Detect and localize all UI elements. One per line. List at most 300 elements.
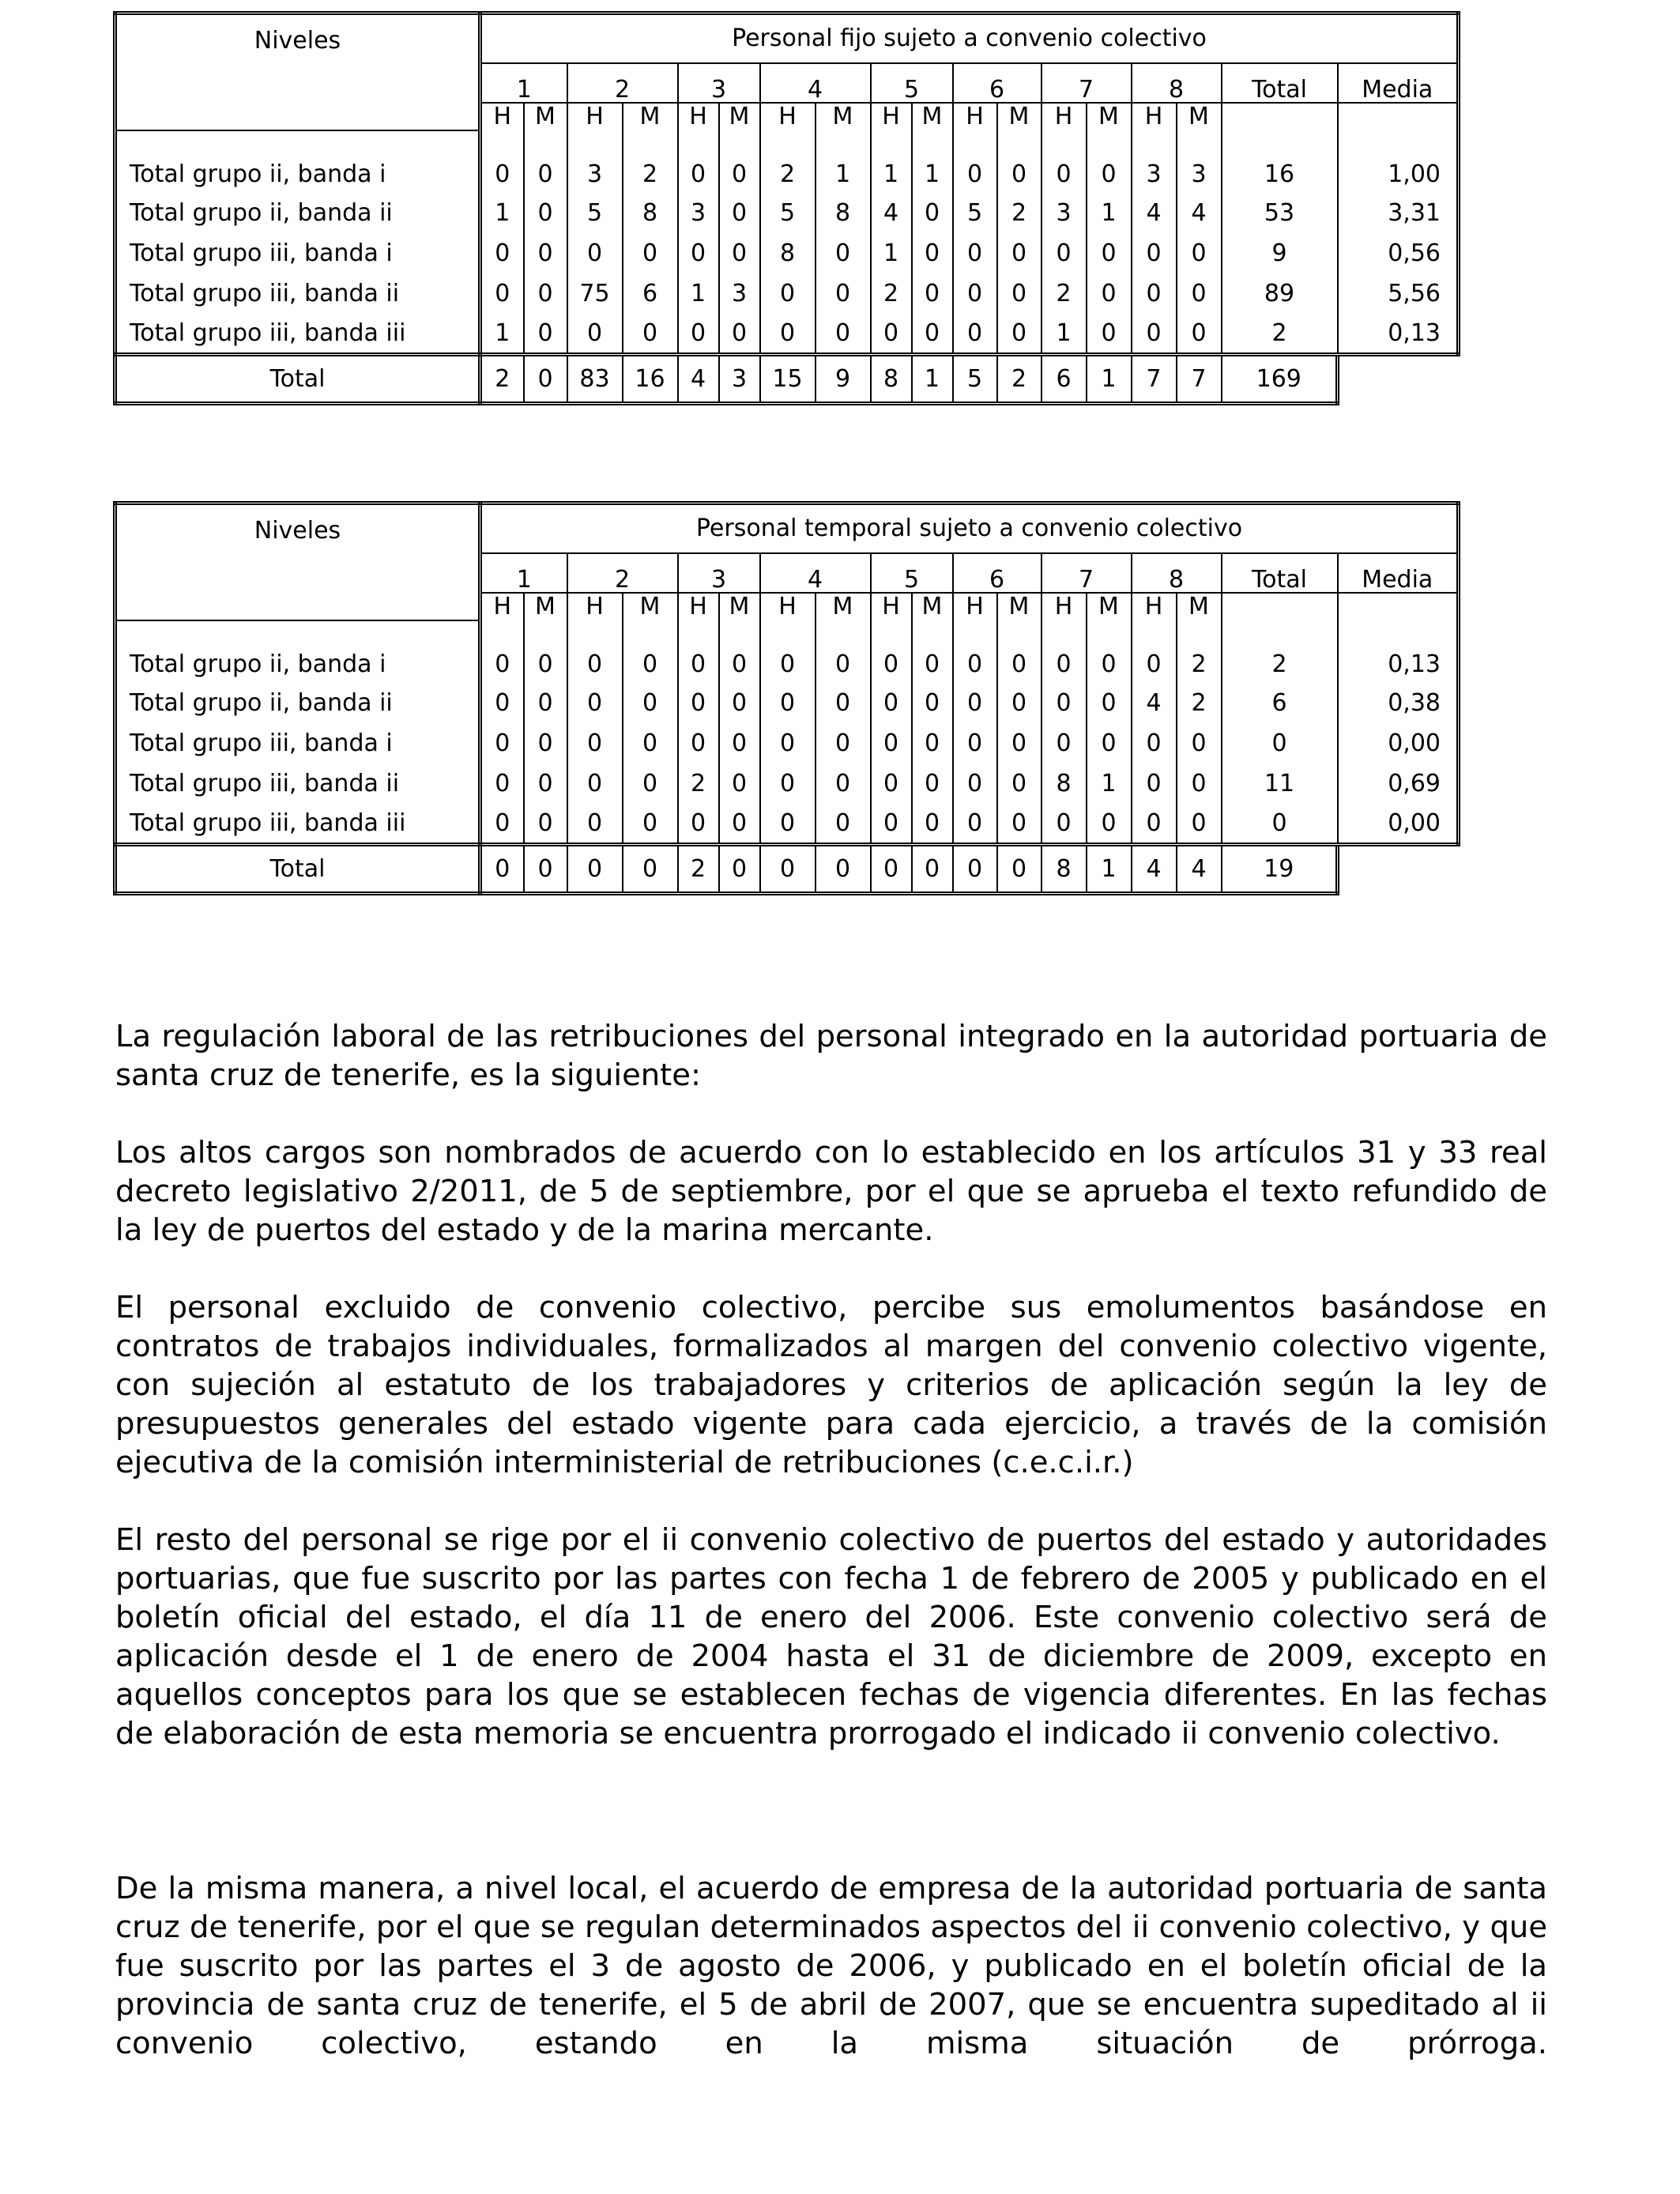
value-cell: 0	[623, 234, 678, 274]
row-label: Total grupo ii, banda ii	[115, 194, 480, 234]
value-cell: 0	[678, 684, 719, 724]
total-header: Total	[1222, 553, 1338, 593]
table-header-row	[115, 503, 1459, 553]
value-cell: 0	[567, 724, 623, 764]
row-label: Total grupo iii, banda i	[115, 234, 480, 274]
value-cell: 0	[524, 646, 567, 684]
empty-cell	[912, 620, 953, 646]
empty-cell	[524, 130, 567, 156]
level-header: 2	[567, 63, 678, 103]
value-cell: 3	[1042, 194, 1087, 234]
value-cell: 0	[912, 646, 953, 684]
value-cell: 0	[623, 805, 678, 845]
value-cell: 2	[760, 156, 816, 194]
total-value-cell: 0	[623, 845, 678, 894]
total-row	[115, 845, 1459, 894]
value-cell: 0	[524, 315, 567, 355]
empty-cell	[1338, 620, 1459, 646]
value-cell: 8	[1042, 764, 1087, 805]
value-cell: 0	[480, 805, 524, 845]
value-cell: 0	[912, 684, 953, 724]
value-cell: 2	[1177, 646, 1222, 684]
empty-cell	[623, 130, 678, 156]
value-cell: 0	[997, 234, 1042, 274]
empty-cell	[1222, 103, 1338, 130]
value-cell: 0	[1132, 646, 1177, 684]
value-cell: 0	[719, 315, 760, 355]
value-cell: 0	[760, 274, 816, 315]
value-cell: 0	[524, 274, 567, 315]
total-value-cell: 8	[1042, 845, 1087, 894]
niveles-header: Niveles	[115, 503, 480, 620]
value-cell: 3	[678, 194, 719, 234]
empty-cell	[567, 620, 623, 646]
empty-cell	[1222, 620, 1338, 646]
total-header: Total	[1222, 63, 1338, 103]
hm-header: M	[912, 103, 953, 130]
value-cell: 0	[567, 646, 623, 684]
total-value-cell: 15	[760, 355, 816, 404]
table-header-row	[115, 13, 1459, 63]
value-cell: 0	[719, 646, 760, 684]
empty-cell	[871, 620, 912, 646]
row-total: 2	[1222, 646, 1338, 684]
paragraph-resto-personal: El resto del personal se rige por el ii convenio colectivo de puertos del estado y autoridades portuarias, que fue suscrito por las partes con fecha 1 de febrero de 2005 y publicado en el boletín oficial del estado, el día 11 de enero del 2006. Este convenio colectivo será de aplicación desde el 1 de enero de 2004 hasta el 31 de diciembre de 2009, excepto en aquellos conceptos para los que se establecen fechas de vigencia diferentes. En las fechas de elaboración de esta memoria se encuentra prorrogado el indicado ii convenio colectivo.	[115, 1522, 1547, 1751]
value-cell: 3	[1177, 156, 1222, 194]
value-cell: 0	[912, 315, 953, 355]
value-cell: 75	[567, 274, 623, 315]
total-value-cell: 4	[1177, 845, 1222, 894]
table-row	[115, 805, 1459, 845]
value-cell: 0	[816, 274, 871, 315]
value-cell: 0	[997, 315, 1042, 355]
level-header: 1	[480, 63, 567, 103]
value-cell: 0	[524, 764, 567, 805]
table-row	[115, 684, 1459, 724]
value-cell: 0	[480, 646, 524, 684]
row-media: 0,38	[1338, 684, 1459, 724]
grand-total: 19	[1222, 845, 1338, 894]
value-cell: 2	[678, 764, 719, 805]
value-cell: 0	[1132, 234, 1177, 274]
niveles-header: Niveles	[115, 13, 480, 130]
value-cell: 0	[953, 646, 997, 684]
value-cell: 1	[912, 156, 953, 194]
value-cell: 0	[912, 194, 953, 234]
value-cell: 0	[871, 646, 912, 684]
row-media: 0,56	[1338, 234, 1459, 274]
value-cell: 0	[871, 764, 912, 805]
value-cell: 3	[567, 156, 623, 194]
total-value-cell: 0	[912, 845, 953, 894]
value-cell: 5	[953, 194, 997, 234]
hm-header: M	[623, 593, 678, 620]
value-cell: 3	[1132, 156, 1177, 194]
level-header: 7	[1042, 553, 1132, 593]
value-cell: 0	[1177, 315, 1222, 355]
row-total: 9	[1222, 234, 1338, 274]
total-value-cell: 1	[1087, 845, 1132, 894]
table-title: Personal fijo sujeto a convenio colectivo	[480, 13, 1459, 63]
value-cell: 0	[524, 805, 567, 845]
value-cell: 0	[719, 234, 760, 274]
empty-cell	[719, 130, 760, 156]
value-cell: 0	[912, 234, 953, 274]
empty-cell	[1042, 130, 1087, 156]
value-cell: 0	[871, 315, 912, 355]
hm-header: M	[524, 593, 567, 620]
value-cell: 0	[997, 724, 1042, 764]
value-cell: 0	[816, 315, 871, 355]
total-value-cell: 0	[524, 355, 567, 404]
value-cell: 0	[816, 684, 871, 724]
empty-cell	[719, 620, 760, 646]
value-cell: 0	[567, 764, 623, 805]
hm-header: H	[567, 593, 623, 620]
table-row	[115, 234, 1459, 274]
value-cell: 0	[1042, 156, 1087, 194]
empty-cell	[997, 130, 1042, 156]
value-cell: 0	[997, 764, 1042, 805]
row-media: 0,00	[1338, 724, 1459, 764]
value-cell: 6	[623, 274, 678, 315]
value-cell: 0	[997, 646, 1042, 684]
spacer-row	[115, 620, 1459, 646]
hm-header: M	[623, 103, 678, 130]
value-cell: 3	[719, 274, 760, 315]
total-value-cell: 4	[1132, 845, 1177, 894]
value-cell: 1	[480, 194, 524, 234]
total-value-cell: 3	[719, 355, 760, 404]
value-cell: 0	[480, 274, 524, 315]
paragraph-intro: La regulación laboral de las retribuciones del personal integrado en la autoridad portuaria de santa cruz de tenerife, es la siguiente:	[115, 1019, 1547, 1093]
level-header: 2	[567, 553, 678, 593]
value-cell: 2	[1042, 274, 1087, 315]
table-personal-fijo	[113, 11, 1460, 405]
table-row	[115, 724, 1459, 764]
paragraph-altos-cargos: Los altos cargos son nombrados de acuerdo con lo establecido en los artículos 31 y 33 real decreto legislativo 2/2011, de 5 de septiembre, por el que se aprueba el texto refundido de la ley de puertos del estado y de la marina mercante.	[115, 1135, 1547, 1248]
row-label: Total grupo ii, banda i	[115, 646, 480, 684]
value-cell: 0	[953, 234, 997, 274]
table-row	[115, 315, 1459, 355]
value-cell: 0	[480, 724, 524, 764]
value-cell: 0	[480, 234, 524, 274]
hm-header: H	[1132, 103, 1177, 130]
spacer-row	[115, 130, 1459, 156]
value-cell: 0	[1177, 764, 1222, 805]
level-header: 1	[480, 553, 567, 593]
value-cell: 0	[524, 684, 567, 724]
empty-cell	[816, 130, 871, 156]
value-cell: 0	[997, 274, 1042, 315]
value-cell: 0	[953, 764, 997, 805]
table-personal-temporal	[113, 501, 1460, 895]
value-cell: 0	[480, 684, 524, 724]
level-header: 8	[1132, 63, 1222, 103]
value-cell: 4	[1132, 194, 1177, 234]
level-header: 4	[760, 63, 871, 103]
value-cell: 8	[816, 194, 871, 234]
empty-cell	[1338, 130, 1459, 156]
total-value-cell: 0	[760, 845, 816, 894]
value-cell: 1	[480, 315, 524, 355]
value-cell: 0	[719, 764, 760, 805]
value-cell: 1	[1042, 315, 1087, 355]
value-cell: 0	[719, 805, 760, 845]
row-label: Total grupo ii, banda ii	[115, 684, 480, 724]
value-cell: 0	[524, 194, 567, 234]
value-cell: 0	[678, 315, 719, 355]
total-value-cell: 0	[816, 845, 871, 894]
value-cell: 0	[816, 724, 871, 764]
row-media: 0,00	[1338, 805, 1459, 845]
value-cell: 0	[567, 805, 623, 845]
value-cell: 0	[1177, 234, 1222, 274]
paragraph-personal-excluido: El personal excluido de convenio colectivo, percibe sus emolumentos basándose en contratos de trabajos individuales, formalizados al margen del convenio colectivo vigente, con sujeción al estatuto de los trabajadores y criterios de aplicación según la ley de presupuestos generales del estado vigente para cada ejercicio, a través de la comisión ejecutiva de la comisión interministerial de retribuciones (c.e.c.i.r.)	[115, 1290, 1547, 1480]
grand-total: 169	[1222, 355, 1338, 404]
media-header: Media	[1338, 553, 1459, 593]
empty-cell	[115, 130, 480, 156]
value-cell: 0	[953, 315, 997, 355]
level-header: 4	[760, 553, 871, 593]
hm-header: H	[760, 593, 816, 620]
hm-header: H	[1042, 103, 1087, 130]
hm-header: H	[480, 593, 524, 620]
value-cell: 0	[480, 764, 524, 805]
value-cell: 2	[871, 274, 912, 315]
value-cell: 0	[623, 764, 678, 805]
level-header: 3	[678, 553, 760, 593]
value-cell: 0	[1132, 805, 1177, 845]
total-value-cell: 0	[953, 845, 997, 894]
value-cell: 0	[1087, 274, 1132, 315]
value-cell: 0	[623, 646, 678, 684]
value-cell: 0	[1087, 315, 1132, 355]
value-cell: 0	[871, 684, 912, 724]
value-cell: 0	[524, 724, 567, 764]
value-cell: 4	[871, 194, 912, 234]
empty-cell	[480, 620, 524, 646]
empty-cell	[1338, 845, 1459, 894]
empty-cell	[1222, 130, 1338, 156]
total-value-cell: 0	[719, 845, 760, 894]
table-row	[115, 194, 1459, 234]
value-cell: 0	[816, 646, 871, 684]
empty-cell	[912, 130, 953, 156]
hm-header: M	[997, 103, 1042, 130]
empty-cell	[1177, 620, 1222, 646]
value-cell: 0	[1177, 274, 1222, 315]
hm-header: M	[1087, 593, 1132, 620]
value-cell: 0	[1087, 646, 1132, 684]
row-total: 16	[1222, 156, 1338, 194]
hm-header: H	[678, 103, 719, 130]
total-value-cell: 1	[1087, 355, 1132, 404]
row-label: Total grupo iii, banda ii	[115, 764, 480, 805]
value-cell: 0	[678, 234, 719, 274]
hm-header: M	[1177, 593, 1222, 620]
empty-cell	[760, 130, 816, 156]
value-cell: 1	[871, 156, 912, 194]
hm-header: H	[871, 103, 912, 130]
empty-cell	[953, 620, 997, 646]
value-cell: 0	[1042, 805, 1087, 845]
empty-cell	[1132, 620, 1177, 646]
total-row	[115, 355, 1459, 404]
value-cell: 0	[912, 764, 953, 805]
level-header: 3	[678, 63, 760, 103]
hm-header: M	[816, 593, 871, 620]
total-value-cell: 2	[480, 355, 524, 404]
value-cell: 0	[480, 156, 524, 194]
value-cell: 0	[912, 805, 953, 845]
value-cell: 0	[1177, 805, 1222, 845]
value-cell: 0	[1042, 724, 1087, 764]
total-value-cell: 16	[623, 355, 678, 404]
total-value-cell: 0	[871, 845, 912, 894]
value-cell: 0	[953, 684, 997, 724]
total-value-cell: 2	[678, 845, 719, 894]
empty-cell	[1087, 620, 1132, 646]
value-cell: 0	[1042, 684, 1087, 724]
empty-cell	[1338, 355, 1459, 404]
paragraph-acuerdo-empresa: De la misma manera, a nivel local, el acuerdo de empresa de la autoridad portuaria de santa cruz de tenerife, por el que se regulan determinados aspectos del ii convenio colectivo, y que fue suscrito por las partes el 3 de agosto de 2006, y publicado en el boletín oficial de la provincia de santa cruz de tenerife, el 5 de abril de 2007, que se encuentra supeditado al ii convenio colectivo, estando en la misma situación de prórroga.	[115, 1871, 1547, 2061]
value-cell: 8	[760, 234, 816, 274]
value-cell: 0	[760, 764, 816, 805]
hm-header: M	[816, 103, 871, 130]
empty-cell	[871, 130, 912, 156]
value-cell: 0	[997, 684, 1042, 724]
row-total: 0	[1222, 724, 1338, 764]
value-cell: 0	[623, 724, 678, 764]
hm-header: M	[912, 593, 953, 620]
empty-cell	[953, 130, 997, 156]
value-cell: 0	[1042, 646, 1087, 684]
value-cell: 0	[760, 684, 816, 724]
table-row	[115, 646, 1459, 684]
total-value-cell: 5	[953, 355, 997, 404]
value-cell: 0	[953, 724, 997, 764]
hm-header: H	[760, 103, 816, 130]
hm-header: H	[480, 103, 524, 130]
total-value-cell: 9	[816, 355, 871, 404]
total-value-cell: 2	[997, 355, 1042, 404]
row-total: 0	[1222, 805, 1338, 845]
value-cell: 0	[567, 684, 623, 724]
value-cell: 0	[1177, 724, 1222, 764]
level-header: 6	[953, 553, 1042, 593]
hm-header: H	[1132, 593, 1177, 620]
value-cell: 0	[1132, 724, 1177, 764]
total-value-cell: 0	[567, 845, 623, 894]
table-row	[115, 764, 1459, 805]
table-row	[115, 156, 1459, 194]
value-cell: 4	[1177, 194, 1222, 234]
row-media: 3,31	[1338, 194, 1459, 234]
empty-cell	[623, 620, 678, 646]
value-cell: 0	[567, 234, 623, 274]
row-label: Total grupo ii, banda i	[115, 156, 480, 194]
value-cell: 2	[1177, 684, 1222, 724]
value-cell: 0	[1132, 764, 1177, 805]
total-value-cell: 4	[678, 355, 719, 404]
empty-cell	[1338, 593, 1459, 620]
value-cell: 0	[678, 805, 719, 845]
hm-header: M	[719, 593, 760, 620]
level-header: 6	[953, 63, 1042, 103]
value-cell: 0	[871, 805, 912, 845]
row-total: 53	[1222, 194, 1338, 234]
total-value-cell: 7	[1132, 355, 1177, 404]
hm-header: H	[678, 593, 719, 620]
value-cell: 0	[871, 724, 912, 764]
value-cell: 0	[816, 805, 871, 845]
total-value-cell: 0	[480, 845, 524, 894]
row-label: Total grupo iii, banda iii	[115, 805, 480, 845]
row-total: 11	[1222, 764, 1338, 805]
value-cell: 2	[997, 194, 1042, 234]
empty-cell	[1222, 593, 1338, 620]
total-row-label: Total	[115, 355, 480, 404]
value-cell: 5	[760, 194, 816, 234]
value-cell: 0	[678, 646, 719, 684]
value-cell: 0	[997, 805, 1042, 845]
hm-header: M	[1177, 103, 1222, 130]
value-cell: 1	[1087, 764, 1132, 805]
value-cell: 5	[567, 194, 623, 234]
value-cell: 0	[953, 274, 997, 315]
level-header: 5	[871, 63, 953, 103]
empty-cell	[480, 130, 524, 156]
row-total: 6	[1222, 684, 1338, 724]
value-cell: 0	[1132, 315, 1177, 355]
value-cell: 0	[1087, 724, 1132, 764]
level-header: 7	[1042, 63, 1132, 103]
hm-header: H	[1042, 593, 1087, 620]
row-label: Total grupo iii, banda iii	[115, 315, 480, 355]
total-value-cell: 0	[524, 845, 567, 894]
hm-header: M	[997, 593, 1042, 620]
value-cell: 0	[524, 234, 567, 274]
value-cell: 1	[871, 234, 912, 274]
empty-cell	[1042, 620, 1087, 646]
hm-header: M	[719, 103, 760, 130]
hm-header: M	[524, 103, 567, 130]
value-cell: 0	[524, 156, 567, 194]
value-cell: 0	[1087, 156, 1132, 194]
value-cell: 0	[1132, 274, 1177, 315]
table-title: Personal temporal sujeto a convenio colectivo	[480, 503, 1459, 553]
value-cell: 0	[997, 156, 1042, 194]
empty-cell	[760, 620, 816, 646]
value-cell: 0	[567, 315, 623, 355]
value-cell: 0	[623, 684, 678, 724]
row-media: 5,56	[1338, 274, 1459, 315]
empty-cell	[678, 620, 719, 646]
value-cell: 0	[719, 194, 760, 234]
value-cell: 0	[953, 156, 997, 194]
total-value-cell: 83	[567, 355, 623, 404]
value-cell: 0	[760, 724, 816, 764]
value-cell: 0	[1087, 234, 1132, 274]
row-media: 1,00	[1338, 156, 1459, 194]
value-cell: 1	[816, 156, 871, 194]
value-cell: 1	[678, 274, 719, 315]
value-cell: 0	[816, 764, 871, 805]
value-cell: 0	[1042, 234, 1087, 274]
empty-cell	[567, 130, 623, 156]
row-media: 0,69	[1338, 764, 1459, 805]
